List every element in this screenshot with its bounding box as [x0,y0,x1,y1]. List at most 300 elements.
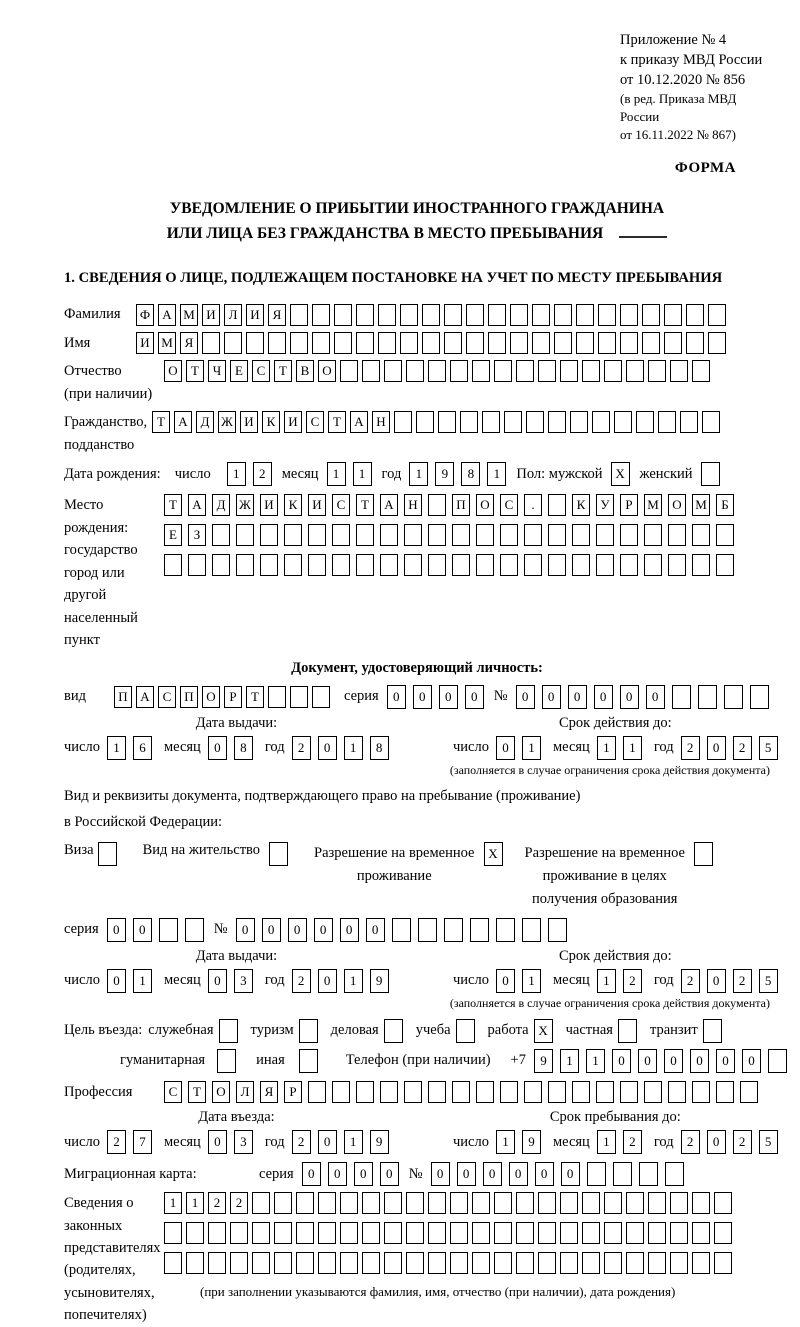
char-cell[interactable]: Д [196,411,214,433]
char-cell[interactable] [428,1081,446,1103]
char-cell[interactable]: 0 [509,1162,528,1186]
char-cell[interactable] [296,1192,314,1214]
char-cell[interactable] [334,332,352,354]
char-cell[interactable] [644,554,662,576]
char-cell[interactable] [308,554,326,576]
char-cell[interactable]: X [484,842,503,866]
char-cell[interactable] [670,1192,688,1214]
char-cell[interactable] [768,1049,787,1073]
char-cell[interactable] [560,1222,578,1244]
char-cell[interactable]: 1 [522,969,541,993]
char-cell[interactable] [665,1162,684,1186]
char-cell[interactable] [380,1081,398,1103]
char-cell[interactable] [164,554,182,576]
char-cell[interactable]: Я [260,1081,278,1103]
char-cell[interactable]: 1 [227,462,246,486]
char-cell[interactable]: М [644,494,662,516]
char-cell[interactable]: 2 [681,736,700,760]
char-cell[interactable]: С [500,494,518,516]
char-cell[interactable] [476,554,494,576]
char-cell[interactable] [670,360,688,382]
char-cell[interactable] [526,411,544,433]
char-cell[interactable] [212,524,230,546]
char-cell[interactable] [384,360,402,382]
char-cell[interactable] [598,332,616,354]
char-cell[interactable] [444,304,462,326]
char-cell[interactable] [560,1252,578,1274]
char-cell[interactable] [356,554,374,576]
char-cell[interactable] [692,1222,710,1244]
char-cell[interactable]: И [260,494,278,516]
char-cell[interactable]: Я [268,304,286,326]
char-cell[interactable] [472,1192,490,1214]
char-cell[interactable]: Л [236,1081,254,1103]
char-cell[interactable] [494,1222,512,1244]
char-cell[interactable]: 0 [707,1130,726,1154]
char-cell[interactable] [362,360,380,382]
char-cell[interactable] [668,554,686,576]
char-cell[interactable]: Т [152,411,170,433]
char-cell[interactable]: 0 [387,685,406,709]
char-cell[interactable] [450,1192,468,1214]
char-cell[interactable]: 1 [344,736,363,760]
char-cell[interactable] [572,554,590,576]
char-cell[interactable] [668,1081,686,1103]
char-cell[interactable]: С [332,494,350,516]
char-cell[interactable]: 0 [716,1049,735,1073]
char-cell[interactable] [680,411,698,433]
char-cell[interactable] [642,304,660,326]
char-cell[interactable] [614,411,632,433]
char-cell[interactable] [334,304,352,326]
char-cell[interactable]: 7 [133,1130,152,1154]
char-cell[interactable] [636,411,654,433]
char-cell[interactable] [252,1222,270,1244]
char-cell[interactable] [392,918,411,942]
char-cell[interactable] [560,360,578,382]
char-cell[interactable]: 0 [318,969,337,993]
char-cell[interactable] [312,304,330,326]
char-cell[interactable] [708,332,726,354]
char-cell[interactable] [290,686,308,708]
char-cell[interactable]: Т [246,686,264,708]
char-cell[interactable]: 1 [597,736,616,760]
char-cell[interactable] [452,554,470,576]
char-cell[interactable] [692,1192,710,1214]
char-cell[interactable]: 0 [620,685,639,709]
char-cell[interactable] [384,1192,402,1214]
char-cell[interactable]: 0 [236,918,255,942]
char-cell[interactable] [698,685,717,709]
char-cell[interactable] [516,360,534,382]
char-cell[interactable]: 2 [681,969,700,993]
char-cell[interactable]: Н [372,411,390,433]
char-cell[interactable] [274,1252,292,1274]
char-cell[interactable] [648,1252,666,1274]
char-cell[interactable]: 0 [318,1130,337,1154]
char-cell[interactable] [332,1081,350,1103]
char-cell[interactable] [648,360,666,382]
char-cell[interactable]: 0 [431,1162,450,1186]
char-cell[interactable]: 0 [413,685,432,709]
char-cell[interactable]: Р [284,1081,302,1103]
char-cell[interactable]: 0 [302,1162,321,1186]
char-cell[interactable]: 8 [370,736,389,760]
char-cell[interactable]: 1 [344,969,363,993]
char-cell[interactable]: О [668,494,686,516]
char-cell[interactable]: Р [224,686,242,708]
char-cell[interactable]: А [188,494,206,516]
char-cell[interactable] [296,1252,314,1274]
char-cell[interactable] [532,304,550,326]
char-cell[interactable] [714,1252,732,1274]
char-cell[interactable]: 6 [133,736,152,760]
char-cell[interactable] [188,554,206,576]
char-cell[interactable] [362,1252,380,1274]
char-cell[interactable] [604,1252,622,1274]
char-cell[interactable] [406,1252,424,1274]
char-cell[interactable] [494,360,512,382]
char-cell[interactable] [620,304,638,326]
char-cell[interactable] [548,918,567,942]
char-cell[interactable]: П [180,686,198,708]
char-cell[interactable]: 0 [612,1049,631,1073]
char-cell[interactable] [750,685,769,709]
char-cell[interactable] [672,685,691,709]
char-cell[interactable] [252,1192,270,1214]
char-cell[interactable]: О [212,1081,230,1103]
char-cell[interactable]: 2 [107,1130,126,1154]
char-cell[interactable] [626,1192,644,1214]
char-cell[interactable] [516,1192,534,1214]
char-cell[interactable]: 2 [681,1130,700,1154]
char-cell[interactable] [212,554,230,576]
char-cell[interactable]: И [136,332,154,354]
char-cell[interactable] [482,411,500,433]
char-cell[interactable] [716,1081,734,1103]
char-cell[interactable] [159,918,178,942]
char-cell[interactable] [488,332,506,354]
char-cell[interactable] [582,360,600,382]
char-cell[interactable] [626,360,644,382]
char-cell[interactable] [488,304,506,326]
char-cell[interactable] [404,524,422,546]
char-cell[interactable] [284,524,302,546]
char-cell[interactable]: 2 [733,969,752,993]
char-cell[interactable]: 1 [164,1192,182,1214]
char-cell[interactable] [274,1222,292,1244]
char-cell[interactable] [724,685,743,709]
char-cell[interactable] [428,1252,446,1274]
char-cell[interactable]: 0 [133,918,152,942]
char-cell[interactable] [185,918,204,942]
char-cell[interactable]: 0 [465,685,484,709]
char-cell[interactable] [538,1222,556,1244]
char-cell[interactable] [703,1019,722,1043]
char-cell[interactable] [428,1192,446,1214]
char-cell[interactable] [384,1252,402,1274]
char-cell[interactable] [466,304,484,326]
char-cell[interactable] [494,1252,512,1274]
char-cell[interactable] [470,918,489,942]
char-cell[interactable]: 1 [409,462,428,486]
char-cell[interactable] [472,1252,490,1274]
char-cell[interactable]: 0 [314,918,333,942]
char-cell[interactable]: 0 [496,969,515,993]
char-cell[interactable]: В [296,360,314,382]
char-cell[interactable] [570,411,588,433]
char-cell[interactable] [476,524,494,546]
char-cell[interactable]: 0 [107,969,126,993]
char-cell[interactable] [626,1252,644,1274]
char-cell[interactable] [236,554,254,576]
char-cell[interactable] [406,1192,424,1214]
char-cell[interactable] [548,411,566,433]
char-cell[interactable]: К [284,494,302,516]
char-cell[interactable] [380,524,398,546]
char-cell[interactable] [428,494,446,516]
char-cell[interactable]: 0 [340,918,359,942]
char-cell[interactable] [596,554,614,576]
char-cell[interactable] [548,524,566,546]
char-cell[interactable] [318,1252,336,1274]
char-cell[interactable] [692,554,710,576]
char-cell[interactable] [466,332,484,354]
char-cell[interactable] [164,1222,182,1244]
char-cell[interactable] [472,1222,490,1244]
char-cell[interactable] [312,332,330,354]
char-cell[interactable]: 2 [623,969,642,993]
char-cell[interactable] [587,1162,606,1186]
char-cell[interactable] [694,842,713,866]
char-cell[interactable] [186,1222,204,1244]
char-cell[interactable]: 1 [623,736,642,760]
char-cell[interactable] [299,1019,318,1043]
char-cell[interactable]: Р [620,494,638,516]
char-cell[interactable] [404,1081,422,1103]
char-cell[interactable] [274,1192,292,1214]
char-cell[interactable]: 0 [366,918,385,942]
char-cell[interactable] [340,1222,358,1244]
char-cell[interactable]: Е [164,524,182,546]
char-cell[interactable] [524,554,542,576]
char-cell[interactable] [460,411,478,433]
char-cell[interactable]: 9 [435,462,454,486]
char-cell[interactable] [500,524,518,546]
char-cell[interactable] [356,304,374,326]
char-cell[interactable] [494,1192,512,1214]
char-cell[interactable] [230,1222,248,1244]
char-cell[interactable]: 5 [759,736,778,760]
char-cell[interactable]: Д [212,494,230,516]
char-cell[interactable]: 0 [690,1049,709,1073]
char-cell[interactable] [400,332,418,354]
char-cell[interactable]: Б [716,494,734,516]
char-cell[interactable]: 0 [638,1049,657,1073]
char-cell[interactable]: 0 [208,1130,227,1154]
char-cell[interactable]: 0 [262,918,281,942]
char-cell[interactable] [620,1081,638,1103]
char-cell[interactable] [716,524,734,546]
char-cell[interactable]: О [476,494,494,516]
char-cell[interactable] [456,1019,475,1043]
char-cell[interactable]: 0 [107,918,126,942]
char-cell[interactable]: Ж [236,494,254,516]
char-cell[interactable] [186,1252,204,1274]
char-cell[interactable] [362,1192,380,1214]
char-cell[interactable] [664,332,682,354]
char-cell[interactable] [496,918,515,942]
char-cell[interactable] [582,1252,600,1274]
char-cell[interactable]: 2 [623,1130,642,1154]
char-cell[interactable]: 0 [457,1162,476,1186]
char-cell[interactable] [644,524,662,546]
char-cell[interactable] [269,842,288,866]
char-cell[interactable]: А [136,686,154,708]
char-cell[interactable]: О [164,360,182,382]
char-cell[interactable] [692,524,710,546]
char-cell[interactable]: П [452,494,470,516]
char-cell[interactable]: 0 [288,918,307,942]
char-cell[interactable]: Т [186,360,204,382]
char-cell[interactable]: 5 [759,1130,778,1154]
char-cell[interactable] [548,494,566,516]
char-cell[interactable] [230,1252,248,1274]
char-cell[interactable] [604,1192,622,1214]
char-cell[interactable] [164,1252,182,1274]
char-cell[interactable]: Т [164,494,182,516]
char-cell[interactable]: З [188,524,206,546]
char-cell[interactable] [268,686,286,708]
char-cell[interactable] [504,411,522,433]
char-cell[interactable] [260,554,278,576]
char-cell[interactable] [452,1081,470,1103]
char-cell[interactable] [308,524,326,546]
char-cell[interactable] [332,524,350,546]
char-cell[interactable] [524,1081,542,1103]
char-cell[interactable] [524,524,542,546]
char-cell[interactable] [380,554,398,576]
char-cell[interactable]: 1 [186,1192,204,1214]
char-cell[interactable]: 0 [664,1049,683,1073]
char-cell[interactable]: Т [356,494,374,516]
char-cell[interactable]: 2 [292,1130,311,1154]
char-cell[interactable] [598,304,616,326]
char-cell[interactable]: X [534,1019,553,1043]
char-cell[interactable] [450,1222,468,1244]
char-cell[interactable] [208,1222,226,1244]
char-cell[interactable] [299,1049,318,1073]
char-cell[interactable] [290,304,308,326]
char-cell[interactable]: А [174,411,192,433]
char-cell[interactable] [340,1252,358,1274]
char-cell[interactable]: Т [328,411,346,433]
char-cell[interactable] [510,304,528,326]
char-cell[interactable]: У [596,494,614,516]
char-cell[interactable]: С [306,411,324,433]
char-cell[interactable] [318,1192,336,1214]
char-cell[interactable]: С [164,1081,182,1103]
char-cell[interactable] [312,686,330,708]
char-cell[interactable] [418,918,437,942]
char-cell[interactable]: 8 [461,462,480,486]
char-cell[interactable] [268,332,286,354]
char-cell[interactable] [668,524,686,546]
char-cell[interactable] [670,1252,688,1274]
char-cell[interactable]: М [692,494,710,516]
char-cell[interactable] [572,524,590,546]
char-cell[interactable] [620,332,638,354]
char-cell[interactable] [510,332,528,354]
char-cell[interactable] [340,1192,358,1214]
char-cell[interactable]: 1 [133,969,152,993]
char-cell[interactable] [406,1222,424,1244]
char-cell[interactable]: Т [188,1081,206,1103]
char-cell[interactable] [664,304,682,326]
char-cell[interactable]: . [524,494,542,516]
char-cell[interactable] [548,554,566,576]
char-cell[interactable]: 1 [597,969,616,993]
char-cell[interactable]: И [202,304,220,326]
char-cell[interactable] [422,332,440,354]
char-cell[interactable] [692,360,710,382]
char-cell[interactable]: А [380,494,398,516]
char-cell[interactable]: О [318,360,336,382]
char-cell[interactable] [592,411,610,433]
char-cell[interactable]: 0 [568,685,587,709]
char-cell[interactable] [384,1019,403,1043]
char-cell[interactable] [702,411,720,433]
char-cell[interactable] [219,1019,238,1043]
char-cell[interactable]: 9 [522,1130,541,1154]
char-cell[interactable] [500,1081,518,1103]
char-cell[interactable] [596,1081,614,1103]
char-cell[interactable] [572,1081,590,1103]
char-cell[interactable] [620,524,638,546]
char-cell[interactable]: С [158,686,176,708]
char-cell[interactable]: 9 [534,1049,553,1073]
char-cell[interactable]: О [202,686,220,708]
char-cell[interactable]: 1 [496,1130,515,1154]
char-cell[interactable]: П [114,686,132,708]
char-cell[interactable]: 1 [487,462,506,486]
char-cell[interactable] [582,1192,600,1214]
char-cell[interactable]: 1 [353,462,372,486]
char-cell[interactable]: 0 [208,736,227,760]
char-cell[interactable]: Ж [218,411,236,433]
char-cell[interactable] [658,411,676,433]
char-cell[interactable] [701,462,720,486]
char-cell[interactable]: 2 [230,1192,248,1214]
char-cell[interactable]: 0 [496,736,515,760]
char-cell[interactable] [516,1252,534,1274]
char-cell[interactable] [296,1222,314,1244]
char-cell[interactable]: 1 [597,1130,616,1154]
char-cell[interactable]: К [572,494,590,516]
char-cell[interactable] [522,918,541,942]
char-cell[interactable] [516,1222,534,1244]
char-cell[interactable]: 0 [328,1162,347,1186]
char-cell[interactable] [639,1162,658,1186]
char-cell[interactable] [613,1162,632,1186]
char-cell[interactable] [438,411,456,433]
char-cell[interactable] [644,1081,662,1103]
char-cell[interactable] [422,304,440,326]
char-cell[interactable]: 0 [742,1049,761,1073]
char-cell[interactable]: И [284,411,302,433]
char-cell[interactable]: М [158,332,176,354]
char-cell[interactable] [416,411,434,433]
